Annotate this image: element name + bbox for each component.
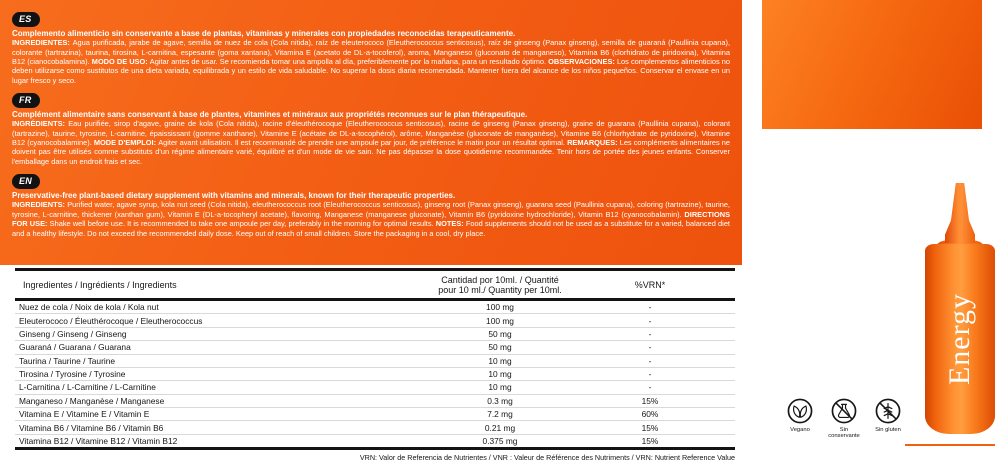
cell-name: Vitamina B12 / Vitamine B12 / Vitamin B12 (15, 434, 435, 448)
ampoule-body (925, 244, 995, 434)
section-text: Shake well before use. It is recommended to take one ampoule per day, preferably in the morning for optimal results. (49, 219, 436, 229)
flask-icon (826, 397, 862, 425)
cell-vrn: 15% (565, 434, 735, 448)
lang-badge-fr: FR (12, 93, 40, 108)
cell-name: Vitamina E / Vitamine E / Vitamin E (15, 408, 435, 421)
table-row (15, 408, 735, 421)
section-keyword: INGREDIENTS: (12, 200, 68, 210)
bleed-line (905, 444, 995, 446)
ampoule-image (925, 183, 995, 434)
certification-sin-gluten (870, 397, 906, 440)
table-row (15, 367, 735, 380)
cell-vrn: 15% (565, 421, 735, 434)
certification-label: Sin conservante (828, 427, 860, 440)
vrn-footnote: VRN: Valor de Referencia de Nutrientes / VNR : Valeur de Référence des Nutriments / VRN: Nutrient Reference Value (359, 453, 735, 462)
table-row (15, 434, 735, 448)
cell-vrn: - (565, 354, 735, 367)
table-column-header: %VRN* (634, 279, 666, 290)
cell-qty: 0.375 mg (435, 434, 565, 448)
table-row (15, 354, 735, 367)
table-row (15, 341, 735, 354)
cell-qty: 0.3 mg (435, 394, 565, 407)
cell-name: Taurina / Taurine / Taurine (15, 354, 435, 367)
cell-name: L-Carnitina / L-Carnitine / L-Carnitine (15, 381, 435, 394)
ingredients-table-head (15, 270, 735, 300)
section-body (12, 200, 730, 238)
section-keyword: DIRECTIONS FOR USE: (12, 209, 730, 229)
orange-gradient-block (762, 0, 982, 129)
cell-vrn: - (565, 327, 735, 340)
section-text: Los complementos alimenticios no deben utilizarse como sustitutos de una dieta variada, equilibrada y un estilo de vida saludable. No superar la dosis diaria recomendada. Mantener fuera del alcance de los niños pequeños. Conservar el envase en un lugar fresco y seco. (12, 56, 731, 85)
section-text: Agitar antes de usar. Se recomienda tomar una ampolla al día, preferiblemente por la mañana, para un resultado óptimo. (149, 56, 549, 66)
table-row (15, 327, 735, 340)
cell-name: Ginseng / Ginseng / Ginseng (15, 327, 435, 340)
cell-name: Vitamina B6 / Vitamine B6 / Vitamin B6 (15, 421, 435, 434)
cell-qty: 50 mg (435, 327, 565, 340)
lang-section-es (12, 9, 730, 85)
section-text: Eau purifiée, sirop d'agave, graine de kola (Cola nitida), racine d'éleuthérocoque (Eleutherococcus senticosus), racine de ginseng (Panax ginseng), graine de guarana (Paullinia cupana), colorant (tartrazine), taurine, tyrosine, L-carnitine, épaississant (gomme xanthane), Vitamine E (acétate de DL-a-tocophérol), arôme, Manganèse (gluconate de manganèse), Vitamine B6 (chlorhydrate de pyridoxine), Vitamine B12 (cyanocobalamine). (12, 119, 730, 148)
section-body (12, 38, 730, 85)
cell-vrn: 15% (565, 394, 735, 407)
certification-label: Sin gluten (875, 427, 901, 433)
table-header-row (15, 270, 735, 300)
table-row (15, 421, 735, 434)
cell-name: Eleuterococo / Éleuthérocoque / Eleutherococcus (15, 314, 435, 327)
section-intro: Complemento alimenticio sin conservante a base de plantas, vitaminas y minerales con propiedades reconocidas terapeuticamente. (12, 28, 516, 38)
cell-name: Nuez de cola / Noix de kola / Kola nut (15, 300, 435, 314)
certification-label: Vegano (790, 427, 810, 433)
section-text: Agiter avant utilisation. Il est recommandé de prendre une ampoule par jour, de préférence le matin pour un résultat optimal. (158, 138, 568, 148)
section-text: Agua purificada, jarabe de agave, semilla de nuez de cola (Cola nitida), raíz de eleuterococo (Eleutherococcus senticosus), raíz de ginseng (Panax ginseng), semilla de guaraná (Paullinia cupana), colorante (tartrazina), taurina, tirosina, L-carnitina, espesante (goma xantana), Vitamina E (acetato de DL-a-tocoferol), aroma, Manganeso (gluconato de manganeso), Vitamina B6 (clorhidrato de piridoxina), Vitamina B12 (cianocobalamina). (12, 38, 731, 66)
cell-vrn: - (565, 367, 735, 380)
cell-vrn: - (565, 381, 735, 394)
table-row (15, 381, 735, 394)
cell-qty: 10 mg (435, 354, 565, 367)
lang-section-en (12, 171, 730, 238)
ingredients-table (15, 268, 735, 450)
section-text: Purified water, agave syrup, kola nut seed (Cola nitida), eleutherococcus root (Eleutherococcus senticosus), ginseng root (Panax ginseng), guarana seed (Paullinia cupana), coloring (tartrazine), taurine, tyrosine, L-carnitine, thickener (xanthan gum), Vitamin E (DL-a-tocopheryl acetate), flavoring, Manganese (manganese gluconate), Vitamin B6 (pyridoxine hydrochloride), Vitamin B12 (cyanocobalamin). (12, 200, 730, 219)
certification-icons (782, 397, 906, 440)
cell-vrn: - (565, 341, 735, 354)
section-text: Food supplements should not be used as a substitute for a varied, balanced diet and a healthy lifestyle. Do not exceed the recommended daily dose. Keep out of reach of small children. Store the packaging in a cool, dry place. (12, 219, 730, 238)
section-keyword: MODE D'EMPLOI: (93, 138, 159, 148)
cell-qty: 50 mg (435, 341, 565, 354)
cell-vrn: - (565, 314, 735, 327)
wheat-icon (870, 397, 906, 425)
section-intro: Preservative-free plant-based dietary supplement with vitamins and minerals, known for their therapeutic properties. (12, 190, 456, 200)
ingredients-table-body (15, 300, 735, 449)
table-column-header: Ingredientes / Ingrédients / Ingredients (23, 279, 177, 290)
lang-section-fr (12, 90, 730, 166)
table-row (15, 300, 735, 314)
lang-badge-es: ES (12, 12, 40, 27)
cell-qty: 10 mg (435, 367, 565, 380)
section-keyword: INGREDIENTES: (12, 38, 73, 48)
section-body (12, 119, 730, 166)
table-row (15, 394, 735, 407)
section-keyword: OBSERVACIONES: (548, 56, 617, 66)
multilanguage-info-panel (0, 0, 742, 265)
table-column-header: Cantidad por 10ml. / Quantité pour 10 ml./ Quantity per 10ml. (438, 274, 562, 295)
cell-qty: 10 mg (435, 381, 565, 394)
cell-qty: 7.2 mg (435, 408, 565, 421)
cell-vrn: - (565, 300, 735, 314)
language-sections (12, 9, 730, 238)
cell-qty: 100 mg (435, 314, 565, 327)
certification-vegano (782, 397, 818, 440)
section-keyword: INGRÉDIENTS: (12, 119, 69, 129)
section-keyword: MODO DE USO: (91, 56, 150, 66)
certification-sin-conservante (826, 397, 862, 440)
cell-qty: 100 mg (435, 300, 565, 314)
cell-name: Manganeso / Manganèse / Manganese (15, 394, 435, 407)
nutrition-table (15, 268, 735, 462)
cell-name: Guaraná / Guarana / Guarana (15, 341, 435, 354)
section-keyword: REMARQUES: (567, 138, 620, 148)
section-keyword: NOTES: (435, 219, 466, 229)
cell-name: Tirosina / Tyrosine / Tyrosine (15, 367, 435, 380)
cell-qty: 0.21 mg (435, 421, 565, 434)
table-row (15, 314, 735, 327)
ampoule-tip (945, 183, 975, 243)
leaf-icon (782, 397, 818, 425)
lang-badge-en: EN (12, 174, 40, 189)
section-text: Les compléments alimentaires ne doivent pas être utilisés comme substituts d'un régime alimentaire varié, équilibré et d'un mode de vie sain. Ne pas dépasser la dose quotidienne recommandée. Tenir hors de portée des jeunes enfants. Conserver l'emballage dans un endroit frais et sec. (12, 138, 730, 166)
section-intro: Complément alimentaire sans conservant à base de plantes, vitamines et minéraux aux propriétés reconnues sur le plan thérapeutique. (12, 109, 528, 119)
ampoule-brand-text: Energy (943, 292, 976, 386)
cell-vrn: 60% (565, 408, 735, 421)
